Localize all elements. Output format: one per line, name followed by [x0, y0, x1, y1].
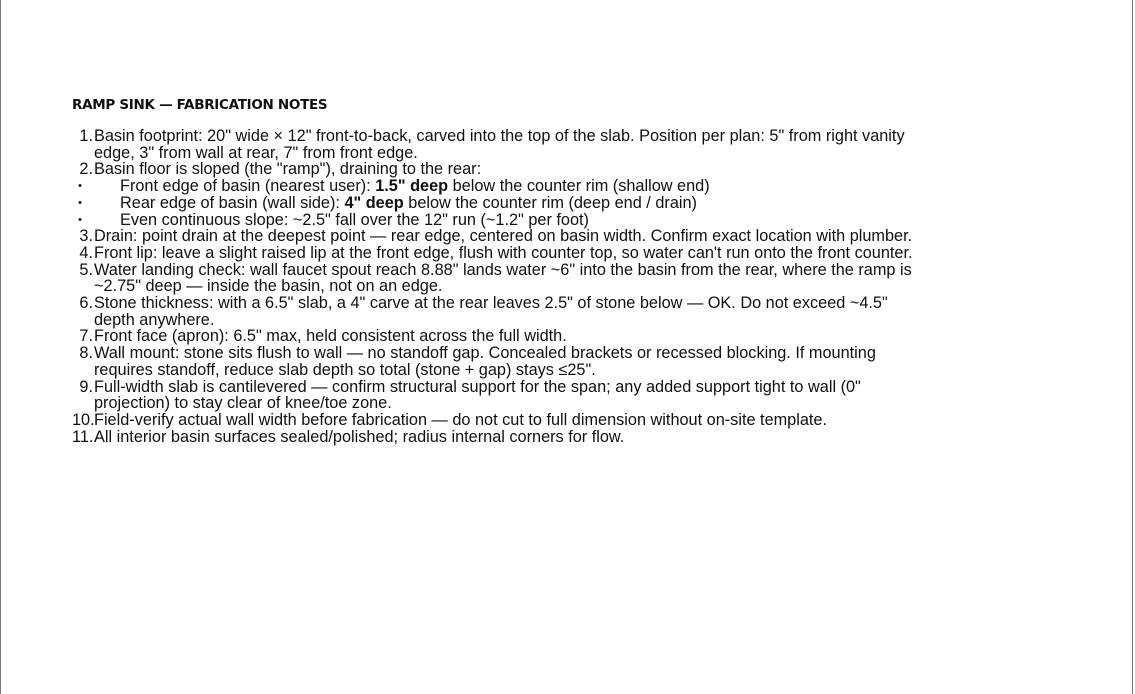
note-item — [72, 295, 932, 328]
note-subitem-text — [88, 195, 932, 212]
emphasized-depth: 1.5" deep — [375, 177, 449, 196]
note-number: 3. — [79, 227, 93, 246]
emphasized-depth: 4" deep — [344, 193, 404, 212]
note-item — [72, 379, 932, 412]
note-item — [72, 429, 932, 446]
note-subitem-text — [88, 178, 932, 195]
note-number: 5. — [79, 260, 93, 279]
note-text: Front lip: leave a slight raised lip at the front edge, flush with counter top, so water can't run onto the front counter. — [94, 243, 913, 262]
note-subitem — [72, 195, 932, 212]
note-number: 1. — [79, 127, 93, 145]
note-text: Stone thickness: with a 6.5" slab, a 4" carve at the rear leaves 2.5" of stone below — OK. Do not exceed ~4.5" depth anywhere. — [94, 294, 888, 329]
note-item — [72, 228, 932, 245]
note-number: 9. — [79, 377, 93, 396]
note-text: Basin footprint: 20" wide × 12" front-to-back, carved into the top of the slab. Position per plan: 5" from right vanity edge, 3" from wall at rear, 7" from front edge. — [94, 127, 905, 162]
note-number: 8. — [79, 344, 93, 363]
note-text: Drain: point drain at the deepest point — rear edge, centered on basin width. Confirm exact location with plumber. — [94, 227, 913, 246]
note-text: Full-width slab is cantilevered — confirm structural support for the span; any added support tight to wall (0" projection) to stay clear of knee/toe zone. — [94, 377, 861, 413]
text-segment: Front edge of basin (nearest user): — [120, 177, 376, 196]
bullet-marker: • — [78, 213, 82, 226]
note-subitem-text: Even continuous slope: ~2.5" fall over the 12" run (~1.2" per foot) — [120, 210, 589, 229]
note-number: 10. — [72, 410, 95, 429]
note-item — [72, 161, 932, 178]
notes-content — [72, 96, 932, 445]
document-title: RAMP SINK — FABRICATION NOTES — [72, 97, 328, 113]
note-number: 2. — [79, 160, 93, 179]
note-text: Basin floor is sloped (the "ramp"), draining to the rear: — [94, 160, 482, 179]
note-number: 7. — [79, 327, 93, 346]
note-item — [72, 128, 932, 161]
note-item — [72, 262, 932, 295]
note-subitem — [72, 212, 932, 229]
note-item — [72, 328, 932, 345]
note-number: 4. — [79, 243, 93, 262]
text-segment: below the counter rim (shallow end) — [448, 177, 710, 196]
note-item — [72, 412, 932, 429]
note-number: 11. — [72, 427, 94, 446]
note-item — [72, 245, 932, 262]
note-subitem — [72, 178, 932, 195]
note-text: Front face (apron): 6.5" max, held consistent across the full width. — [94, 327, 567, 346]
text-segment: below the counter rim (deep end / drain) — [403, 193, 697, 212]
bullet-marker: • — [78, 196, 82, 209]
note-text: Water landing check: wall faucet spout reach 8.88" lands water ~6" into the basin from the rear, where the ramp is ~2.75" deep — inside the basin, not on an edge. — [94, 260, 912, 296]
bullet-marker: • — [78, 180, 82, 193]
note-text: All interior basin surfaces sealed/polished; radius internal corners for flow. — [94, 427, 625, 446]
note-number: 6. — [79, 294, 93, 313]
text-segment: Rear edge of basin (wall side): — [120, 193, 345, 212]
notes-list — [72, 128, 932, 445]
note-item — [72, 345, 932, 378]
note-text: Field-verify actual wall width before fabrication — do not cut to full dimension without on-site template. — [94, 410, 828, 429]
note-text: Wall mount: stone sits flush to wall — no standoff gap. Concealed brackets or recessed blocking. If mounting requires standoff, reduce slab depth so total (stone + gap) stays ≤25". — [94, 344, 876, 379]
